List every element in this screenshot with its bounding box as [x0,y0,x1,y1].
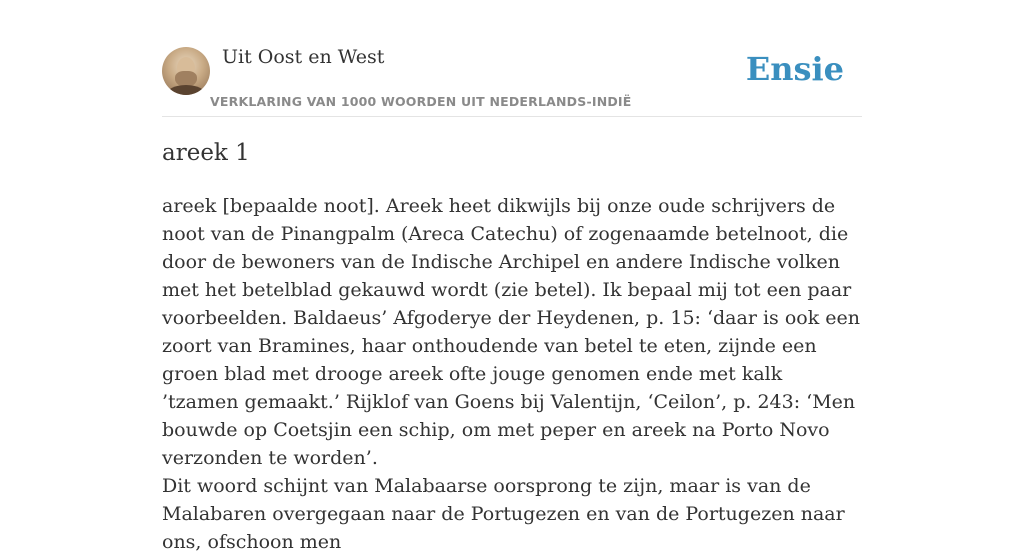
entry-paragraph: Dit woord schijnt van Malabaarse oorsprong te zijn, maar is van de Malabaren overgegaan naar de Portugezen en van de Portugezen naar ons, ofschoon men [162,475,845,553]
author-avatar[interactable] [162,47,210,95]
entry-title: areek 1 [162,140,250,166]
source-subtitle: VERKLARING VAN 1000 WOORDEN UIT NEDERLANDS-INDIË [210,94,632,109]
site-header [162,0,862,117]
ensie-logo[interactable]: Ensie [745,50,844,88]
avatar-coat [166,85,206,95]
entry-paragraph: areek [bepaalde noot]. Areek heet dikwijls bij onze oude schrijvers de noot van de Pinangpalm (Areca Catechu) of zogenaamde betelnoot, die door de bewoners van de Indische Archipel en andere Indische volken met het betelblad gekauwd wordt (zie betel). Ik bepaal mij tot een paar voorbeelden. Baldaeus’ Afgoderye der Heydenen, p. 15: ‘daar is ook een zoort van Bramines, haar onthoudende van betel te eten, zijnde een groen blad met drooge areek ofte jouge genomen ende met kalk ’tzamen gemaakt.’ Rijklof van Goens bij Valentijn, ‘Ceilon’, p. 243: ‘Men bouwde op Coetsjin een schip, om met peper en areek na Porto Novo verzonden te worden’. [162,195,860,469]
source-title[interactable]: Uit Oost en West [222,46,385,68]
